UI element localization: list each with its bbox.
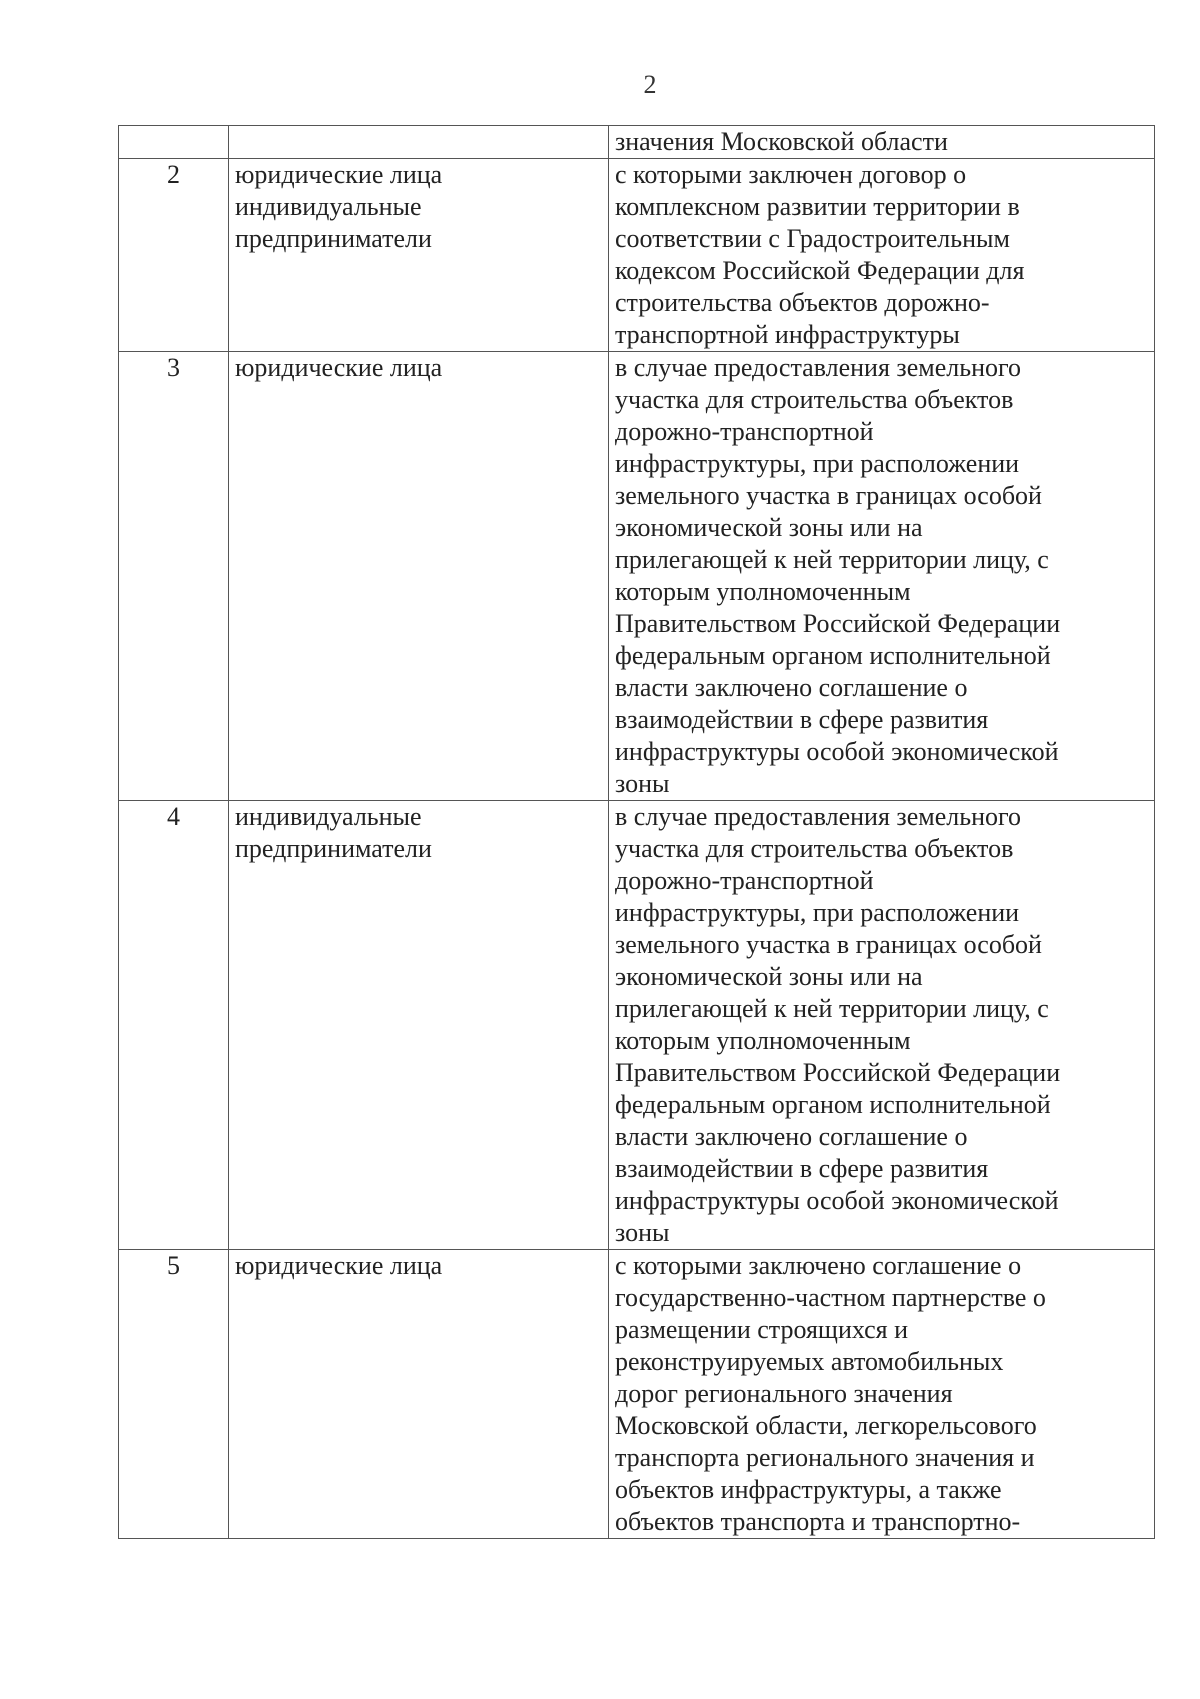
condition-line: федеральным органом исполнительной bbox=[615, 1090, 1051, 1119]
condition-line: Правительством Российской Федерации bbox=[615, 609, 1061, 638]
condition-line: зоны bbox=[615, 769, 670, 798]
applicant-line: юридические лица bbox=[235, 353, 443, 382]
condition-line: соответствии с Градостроительным bbox=[615, 224, 1010, 253]
condition-line: кодексом Российской Федерации для bbox=[615, 256, 1025, 285]
condition-line: значения Московской области bbox=[615, 127, 948, 156]
condition-line: взаимодействии в сфере развития bbox=[615, 705, 989, 734]
applicant-cell bbox=[229, 159, 609, 352]
applicant-line: предприниматели bbox=[235, 224, 432, 253]
condition-line: транспортной инфраструктуры bbox=[615, 320, 960, 349]
table-row-continuation bbox=[119, 126, 1155, 159]
document-table bbox=[118, 125, 1155, 1539]
condition-line: участка для строительства объектов bbox=[615, 385, 1014, 414]
applicant-cell bbox=[229, 352, 609, 801]
table-row bbox=[119, 352, 1155, 801]
condition-line: дорожно-транспортной bbox=[615, 417, 874, 446]
condition-line: зоны bbox=[615, 1218, 670, 1247]
page-number: 2 bbox=[643, 70, 657, 99]
condition-line: власти заключено соглашение о bbox=[615, 673, 968, 702]
condition-line: строительства объектов дорожно- bbox=[615, 288, 990, 317]
applicant-line: юридические лица bbox=[235, 160, 443, 189]
condition-line: власти заключено соглашение о bbox=[615, 1122, 968, 1151]
condition-line: инфраструктуры, при расположении bbox=[615, 449, 1020, 478]
applicant-line: индивидуальные bbox=[235, 802, 422, 831]
table-row bbox=[119, 159, 1155, 352]
condition-line: Правительством Российской Федерации bbox=[615, 1058, 1061, 1087]
condition-line: инфраструктуры особой экономической bbox=[615, 737, 1059, 766]
row-number-cell: 5 bbox=[119, 1250, 229, 1539]
condition-line: инфраструктуры, при расположении bbox=[615, 898, 1020, 927]
condition-line: государственно-частном партнерстве о bbox=[615, 1283, 1046, 1312]
condition-cell bbox=[609, 352, 1155, 801]
condition-line: прилегающей к ней территории лицу, с bbox=[615, 994, 1049, 1023]
condition-line: экономической зоны или на bbox=[615, 513, 923, 542]
condition-line: размещении строящихся и bbox=[615, 1315, 909, 1344]
condition-line: дорожно-транспортной bbox=[615, 866, 874, 895]
applicant-cell bbox=[229, 801, 609, 1250]
condition-cell bbox=[609, 1250, 1155, 1539]
table-row bbox=[119, 801, 1155, 1250]
condition-line: которым уполномоченным bbox=[615, 1026, 911, 1055]
row-number-cell: 2 bbox=[119, 159, 229, 352]
applicant-line: индивидуальные bbox=[235, 192, 422, 221]
row-number-cell: 4 bbox=[119, 801, 229, 1250]
condition-line: земельного участка в границах особой bbox=[615, 481, 1042, 510]
condition-line: реконструируемых автомобильных bbox=[615, 1347, 1004, 1376]
condition-line: дорог регионального значения bbox=[615, 1379, 953, 1408]
condition-line: с которыми заключено соглашение о bbox=[615, 1251, 1022, 1280]
condition-line: которым уполномоченным bbox=[615, 577, 911, 606]
condition-line: прилегающей к ней территории лицу, с bbox=[615, 545, 1049, 574]
table-row bbox=[119, 1250, 1155, 1539]
condition-line: объектов инфраструктуры, а также bbox=[615, 1475, 1002, 1504]
condition-line: Московской области, легкорельсового bbox=[615, 1411, 1037, 1440]
condition-line: инфраструктуры особой экономической bbox=[615, 1186, 1059, 1215]
condition-line: в случае предоставления земельного bbox=[615, 802, 1021, 831]
row-number-cell: 3 bbox=[119, 352, 229, 801]
condition-line: с которыми заключен договор о bbox=[615, 160, 967, 189]
condition-line: земельного участка в границах особой bbox=[615, 930, 1042, 959]
applicant-line: предприниматели bbox=[235, 834, 432, 863]
condition-line: комплексном развитии территории в bbox=[615, 192, 1020, 221]
condition-line: участка для строительства объектов bbox=[615, 834, 1014, 863]
condition-line: в случае предоставления земельного bbox=[615, 353, 1021, 382]
condition-line: экономической зоны или на bbox=[615, 962, 923, 991]
applicant-cell bbox=[229, 126, 609, 159]
applicant-cell bbox=[229, 1250, 609, 1539]
row-number-cell bbox=[119, 126, 229, 159]
condition-cell bbox=[609, 159, 1155, 352]
condition-cell bbox=[609, 126, 1155, 159]
condition-line: федеральным органом исполнительной bbox=[615, 641, 1051, 670]
applicant-line: юридические лица bbox=[235, 1251, 443, 1280]
condition-line: транспорта регионального значения и bbox=[615, 1443, 1035, 1472]
condition-line: взаимодействии в сфере развития bbox=[615, 1154, 989, 1183]
condition-line: объектов транспорта и транспортно- bbox=[615, 1507, 1021, 1536]
condition-cell bbox=[609, 801, 1155, 1250]
